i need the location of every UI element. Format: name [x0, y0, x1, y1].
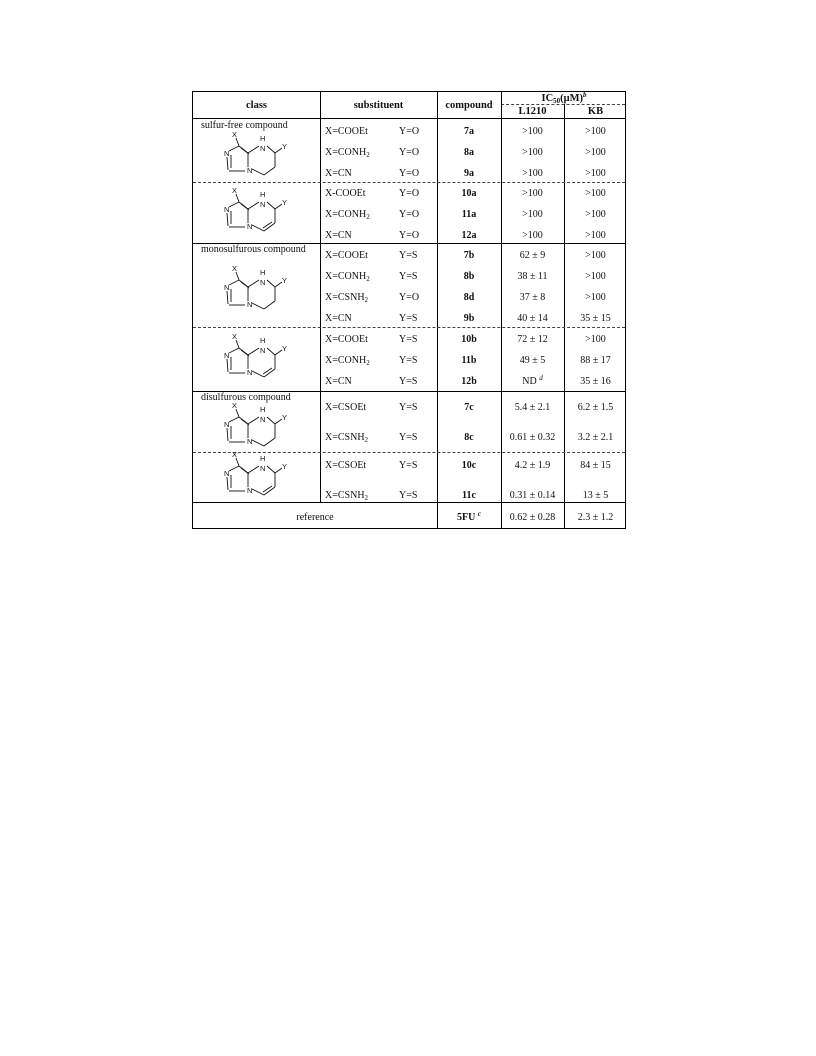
substituent-y: Y=S [399, 490, 418, 501]
y-substituent-label: Y [282, 462, 288, 471]
substituent-y: Y=S [399, 432, 418, 443]
l1210-value [501, 334, 564, 346]
class-label: disulfurous compound [201, 392, 291, 403]
substituent-x-text: X=CN [325, 376, 352, 387]
substituent-y: Y=O [399, 209, 420, 220]
bridge-nitrogen-label: N [247, 368, 253, 377]
l1210-value [501, 292, 564, 304]
substituent-x-text: X=CSOEt [325, 460, 367, 471]
footnote-mark: d [539, 374, 543, 382]
amine-nitrogen-label: N [260, 278, 266, 287]
compound-id: 9b [463, 313, 475, 324]
compound-id: 12a [461, 230, 477, 241]
kb-value: 3.2 ± 2.1 [577, 432, 614, 443]
bond [241, 350, 249, 356]
substituent-x-text: X=CN [325, 230, 352, 241]
substituent-x [325, 355, 370, 367]
bond [241, 204, 249, 210]
substituent-y: Y=O [399, 230, 420, 241]
substituent-x [325, 147, 370, 159]
subscript: 2 [364, 494, 369, 502]
x-substituent-label: X [232, 332, 238, 341]
substituent-x-text: X=COOEt [325, 334, 368, 345]
header-kb: KB [587, 106, 604, 117]
bond [227, 213, 228, 226]
ic50-table [192, 91, 626, 529]
kb-value: >100 [585, 188, 606, 199]
substituent-x-text: X=CSNH [325, 432, 365, 443]
dihydro-imidazopyrimidine-structure [215, 185, 305, 243]
bond [267, 202, 275, 209]
subscript: 2 [364, 436, 369, 444]
substituent-y: Y=S [399, 355, 418, 366]
compound-id: 10c [461, 460, 477, 471]
col-rule-compound [501, 92, 502, 528]
bond [263, 368, 272, 374]
group-rule [193, 391, 625, 392]
l1210-value [501, 147, 564, 159]
header-ic50: $IC_{50}(\mu M)^b$ [541, 91, 587, 105]
bridge-nitrogen-label: N [247, 165, 253, 175]
substituent-y: Y=S [399, 402, 418, 413]
bond [229, 417, 239, 422]
kb-value: 88 ± 17 [580, 355, 611, 366]
substituent-x-text: X=CSOEt [325, 402, 367, 413]
bond [236, 409, 239, 417]
l1210-value [501, 313, 564, 325]
substituent-x [325, 271, 370, 283]
tetrahydro-imidazopyrimidine-structure [215, 129, 305, 187]
substituent-x-text: X=COOEt [325, 250, 368, 261]
l1210-value-text: 37 ± 8 [519, 292, 546, 303]
bond [275, 419, 282, 424]
l1210-value [501, 230, 564, 242]
substituent-x [325, 313, 352, 325]
l1210-value [501, 168, 564, 180]
l1210-value-text: 49 ± 5 [519, 355, 546, 366]
subgroup-dashed-rule [193, 182, 625, 183]
kb-value: >100 [585, 147, 606, 158]
bond [252, 225, 264, 231]
substituent-x [325, 376, 352, 388]
substituent-x-text: X=CSNH [325, 490, 365, 501]
amine-hydrogen-label: H [260, 454, 266, 463]
amine-nitrogen-label: N [260, 414, 266, 424]
substituent-x [325, 168, 352, 180]
l1210-value [501, 490, 564, 502]
kb-value: >100 [585, 271, 606, 282]
l1210-value [501, 250, 564, 262]
x-substituent-label: X [232, 129, 238, 139]
bond [252, 169, 264, 175]
y-substituent-label: Y [282, 412, 288, 422]
substituent-x [325, 334, 368, 346]
bond [264, 167, 275, 175]
bond [267, 348, 275, 355]
l1210-value [501, 355, 564, 367]
l1210-value-text: >100 [522, 230, 543, 241]
bond [229, 146, 239, 151]
bond [241, 468, 249, 474]
bond [241, 419, 249, 425]
l1210-value-text: ND [522, 376, 537, 387]
substituent-y: Y=S [399, 313, 418, 324]
ring-nitrogen-label: N [224, 283, 230, 292]
bond [275, 350, 282, 355]
subscript: 2 [364, 296, 369, 304]
compound-id: 10a [461, 188, 477, 199]
kb-value: 35 ± 16 [580, 376, 611, 387]
substituent-y: Y=O [399, 147, 420, 158]
substituent-y: Y=S [399, 250, 418, 261]
y-substituent-label: Y [282, 197, 288, 207]
l1210-value [501, 376, 564, 388]
substituent-x-text: X=CONH [325, 355, 367, 366]
header-bottom-rule [193, 118, 625, 119]
dihydro-imidazopyrimidine-structure [215, 331, 305, 389]
x-substituent-label: X [232, 450, 238, 459]
l1210-value-text: >100 [522, 168, 543, 179]
substituent-x [325, 460, 366, 472]
reference-compound: 5FU $^c$ [457, 510, 481, 523]
kb-value: >100 [585, 209, 606, 220]
substituent-x [325, 188, 366, 200]
y-substituent-label: Y [282, 141, 288, 151]
kb-value: 6.2 ± 1.5 [577, 402, 614, 413]
compound-id: 7b [463, 250, 475, 261]
bond [227, 428, 228, 441]
amine-hydrogen-label: H [260, 268, 266, 277]
compound-id: 8c [464, 432, 474, 443]
amine-hydrogen-label: H [260, 336, 266, 345]
compound-id: 11b [461, 355, 477, 366]
bond [236, 272, 239, 280]
ring-nitrogen-label: N [224, 419, 230, 429]
substituent-x [325, 250, 368, 262]
l1210-value [501, 460, 564, 472]
substituent-x [325, 126, 368, 138]
bond [248, 202, 259, 209]
bond [227, 157, 228, 170]
bond [264, 438, 275, 446]
subscript: 2 [366, 359, 370, 367]
l1210-value-text: 72 ± 12 [517, 334, 548, 345]
amine-nitrogen-label: N [260, 199, 266, 209]
amine-hydrogen-label: H [260, 189, 266, 199]
bond [252, 440, 264, 446]
amine-nitrogen-label: N [260, 464, 266, 473]
bond [275, 204, 282, 209]
l1210-value-text: 62 ± 9 [519, 250, 546, 261]
bond [229, 280, 239, 285]
substituent-y: Y=S [399, 376, 418, 387]
substituent-x-text: X=CONH [325, 271, 367, 282]
l1210-value [501, 432, 564, 444]
bond [236, 340, 239, 348]
substituent-x [325, 432, 368, 444]
substituent-x [325, 209, 370, 221]
compound-id: 7c [464, 402, 474, 413]
subscript: 2 [366, 275, 370, 283]
bridge-nitrogen-label: N [247, 221, 253, 231]
col-rule-l1210 [564, 104, 565, 528]
kb-value: >100 [585, 168, 606, 179]
amine-nitrogen-label: N [260, 346, 266, 355]
x-substituent-label: X [232, 185, 238, 195]
substituent-y: Y=O [399, 188, 420, 199]
subscript: 2 [366, 213, 370, 221]
compound-id: 11c [462, 490, 476, 501]
subscript: 2 [366, 151, 370, 159]
bond [275, 468, 282, 473]
bond [248, 280, 259, 287]
substituent-y: Y=O [399, 126, 420, 137]
header-substituent: substituent [353, 100, 404, 111]
bond [263, 222, 272, 228]
bond [229, 466, 239, 471]
l1210-value-text: 0.61 ± 0.32 [509, 432, 556, 443]
l1210-value-text: >100 [522, 188, 543, 199]
substituent-x-text: X=CSNH [325, 292, 365, 303]
bond [229, 202, 239, 207]
kb-value: 13 ± 5 [582, 490, 609, 501]
bond [248, 417, 259, 424]
col-rule-substituent [437, 92, 438, 528]
x-substituent-label: X [232, 400, 238, 410]
amine-hydrogen-label: H [260, 133, 266, 143]
compound-id: 9a [464, 168, 474, 179]
compound-id: 8a [464, 147, 474, 158]
substituent-x [325, 230, 352, 242]
bond [236, 138, 239, 146]
substituent-y: Y=O [399, 292, 420, 303]
bond [264, 301, 275, 309]
substituent-x-text: X=CONH [325, 147, 367, 158]
class-label: sulfur-free compound [201, 120, 288, 131]
group-rule [193, 243, 625, 244]
bond [227, 477, 228, 490]
bond [252, 303, 264, 309]
bond [241, 148, 249, 154]
l1210-value-text: 5.4 ± 2.1 [514, 402, 551, 413]
bond [263, 486, 272, 492]
l1210-value [501, 402, 564, 414]
bond [236, 458, 239, 466]
kb-value: >100 [585, 334, 606, 345]
reference-label: reference [296, 512, 334, 523]
substituent-y: Y=O [399, 168, 420, 179]
bridge-nitrogen-label: N [247, 436, 253, 446]
bond [267, 280, 275, 287]
header-l1210: L1210 [518, 106, 547, 117]
ic50-underline [501, 104, 625, 105]
l1210-value-text: >100 [522, 209, 543, 220]
bond [227, 291, 228, 304]
substituent-x-text: X-COOEt [325, 188, 366, 199]
kb-value: 35 ± 15 [580, 313, 611, 324]
bond [252, 371, 264, 377]
header-compound: compound [445, 100, 493, 111]
l1210-value [501, 271, 564, 283]
substituent-x [325, 490, 368, 502]
ring-nitrogen-label: N [224, 148, 230, 158]
bond [267, 146, 275, 153]
bond [275, 148, 282, 153]
compound-id: 7a [464, 126, 474, 137]
x-substituent-label: X [232, 264, 238, 273]
substituent-y: Y=S [399, 271, 418, 282]
bond [252, 489, 264, 495]
substituent-x-text: X=CN [325, 168, 352, 179]
l1210-value-text: 38 ± 11 [517, 271, 548, 282]
kb-value: 84 ± 15 [580, 460, 611, 471]
y-substituent-label: Y [282, 276, 288, 285]
bond [275, 282, 282, 287]
compound-id: 8b [463, 271, 475, 282]
bond [248, 466, 259, 473]
bond [236, 194, 239, 202]
l1210-value-text: >100 [522, 147, 543, 158]
class-label: monosulfurous compound [201, 244, 306, 255]
compound-id: 11a [461, 209, 477, 220]
amine-nitrogen-label: N [260, 143, 266, 153]
l1210-value [501, 188, 564, 200]
bond [241, 282, 249, 288]
l1210-value-text: >100 [522, 126, 543, 137]
amine-hydrogen-label: H [260, 404, 266, 414]
reference-kb: 2.3 ± 1.2 [577, 512, 614, 523]
kb-value: >100 [585, 126, 606, 137]
l1210-value-text: 4.2 ± 1.9 [514, 460, 551, 471]
ring-nitrogen-label: N [224, 204, 230, 214]
bond [227, 359, 228, 372]
l1210-value-text: 40 ± 14 [517, 313, 548, 324]
bond [229, 348, 239, 353]
compound-id: 8d [463, 292, 475, 303]
compound-id: 12b [461, 376, 477, 387]
bridge-nitrogen-label: N [247, 486, 253, 495]
ring-nitrogen-label: N [224, 469, 230, 478]
kb-value: >100 [585, 292, 606, 303]
substituent-x-text: X=COOEt [325, 126, 368, 137]
y-substituent-label: Y [282, 344, 288, 353]
l1210-value-text: 0.31 ± 0.14 [509, 490, 556, 501]
bridge-nitrogen-label: N [247, 300, 253, 309]
compound-id: 10b [461, 334, 477, 345]
dihydro-imidazopyrimidine-structure [215, 449, 305, 507]
kb-value: >100 [585, 250, 606, 261]
substituent-x [325, 402, 366, 414]
header-class: class [246, 100, 267, 111]
col-rule-class [320, 92, 321, 502]
l1210-value [501, 209, 564, 221]
bond [248, 146, 259, 153]
bond [267, 466, 275, 473]
l1210-value [501, 126, 564, 138]
kb-value: >100 [585, 230, 606, 241]
substituent-y: Y=S [399, 460, 418, 471]
subgroup-dashed-rule [193, 327, 625, 328]
substituent-x-text: X=CN [325, 313, 352, 324]
substituent-x [325, 292, 368, 304]
reference-l1210: 0.62 ± 0.28 [509, 512, 556, 523]
ring-nitrogen-label: N [224, 351, 230, 360]
substituent-x-text: X=CONH [325, 209, 367, 220]
tetrahydro-imidazopyrimidine-structure [215, 263, 305, 321]
substituent-y: Y=S [399, 334, 418, 345]
bond [267, 417, 275, 424]
bond [248, 348, 259, 355]
